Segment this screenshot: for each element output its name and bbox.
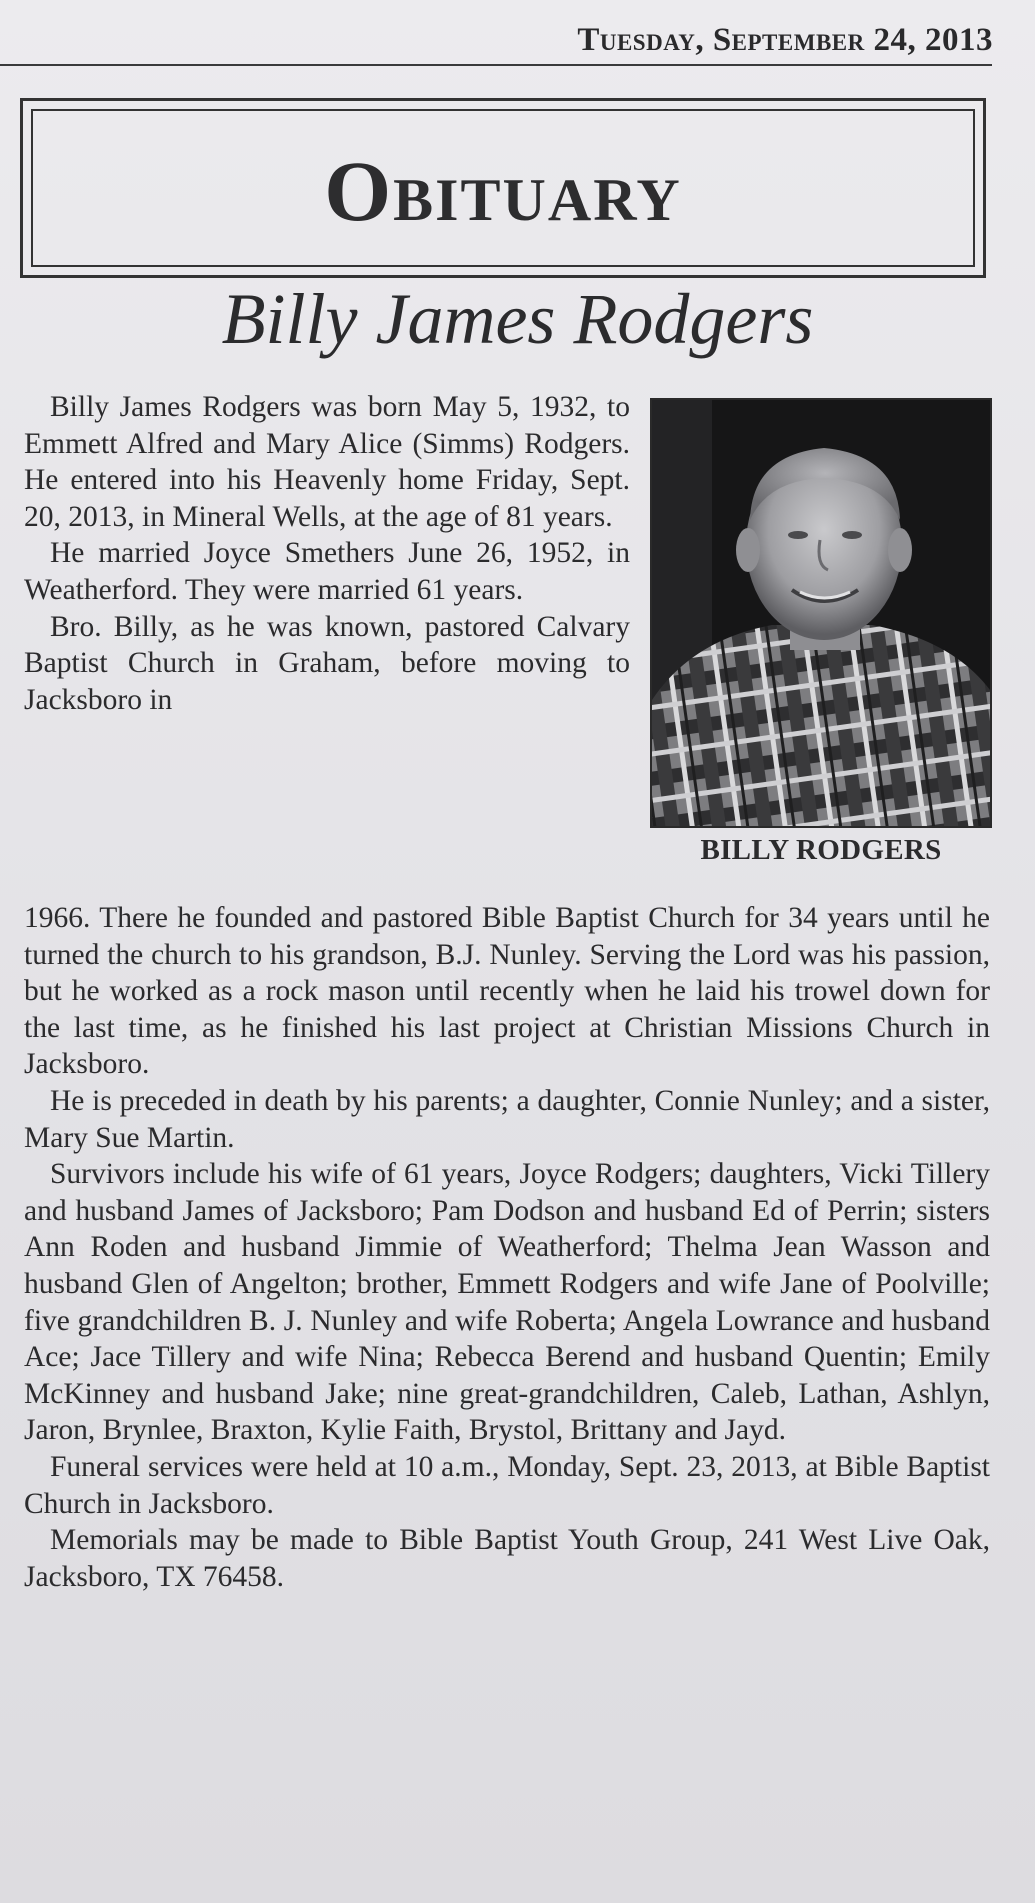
obituary-paragraph: Survivors include his wife of 61 years, Joyce Rodgers; daughters, Vicki Tillery and husband James of Jacksboro; Pam Dodson and husband Ed of Perrin; sisters Ann Roden and husband Jimmie of Weatherford; Thelma Jean Wasson and husband Glen of Angelton; brother, Emmett Rodgers and wife Jane of Poolville; five grandchildren B. J. Nunley and wife Roberta; Angela Lowrance and husband Ace; Jace Tillery and wife Nina; Rebecca Berend and husband Quentin; Emily McKinney and husband Jake; nine great-grandchildren, Caleb, Lathan, Ashlyn, Jaron, Brynlee, Braxton, Kylie Faith, Brystol, Brittany and Jayd. (24, 1158, 990, 1447)
section-banner (20, 98, 986, 278)
photo-caption: BILLY RODGERS (700, 834, 942, 866)
obituary-paragraph: Billy James Rodgers was born May 5, 1932, to Emmett Alfred and Mary Alice (Simms) Rodgers. He entered into his Heavenly home Friday, Sept. 20, 2013, in Mineral Wells, at the age of 81 years. (24, 391, 630, 533)
obituary-name: Billy James Rodgers (221, 279, 814, 359)
obituary-paragraph: 1966. There he founded and pastored Bible Baptist Church for 34 years until he turned the church to his grandson, B.J. Nunley. Serving the Lord was his passion, but he worked as a rock mason until recently when he laid his trowel down for the last time, as he finished his last project at Christian Missions Church in Jacksboro. (24, 902, 990, 1081)
obituary-paragraph: Funeral services were held at 10 a.m., Monday, Sept. 23, 2013, at Bible Baptist Church in Jacksboro. (24, 1450, 990, 1520)
top-rule (0, 64, 992, 66)
obituary-paragraph: He married Joyce Smethers June 26, 1952, in Weatherford. They were married 61 years. (24, 537, 630, 606)
section-banner-inner (31, 109, 975, 267)
obituary-text-wide (24, 900, 990, 1595)
obituary-paragraph: He is preceded in death by his parents; a daughter, Connie Nunley; and a sister, Mary Sue Martin. (24, 1084, 990, 1154)
section-title: Obituary (324, 143, 682, 239)
dateline: Tuesday, September 24, 2013 (577, 22, 993, 58)
obituary-paragraph: Bro. Billy, as he was known, pastored Calvary Baptist Church in Graham, before moving to Jacksboro in (24, 610, 630, 716)
portrait-image (652, 400, 990, 826)
portrait-photo (650, 398, 992, 828)
obituary-text-narrow (24, 389, 630, 718)
obituary-paragraph: Memorials may be made to Bible Baptist Youth Group, 241 West Live Oak, Jacksboro, TX 76458. (24, 1524, 990, 1593)
